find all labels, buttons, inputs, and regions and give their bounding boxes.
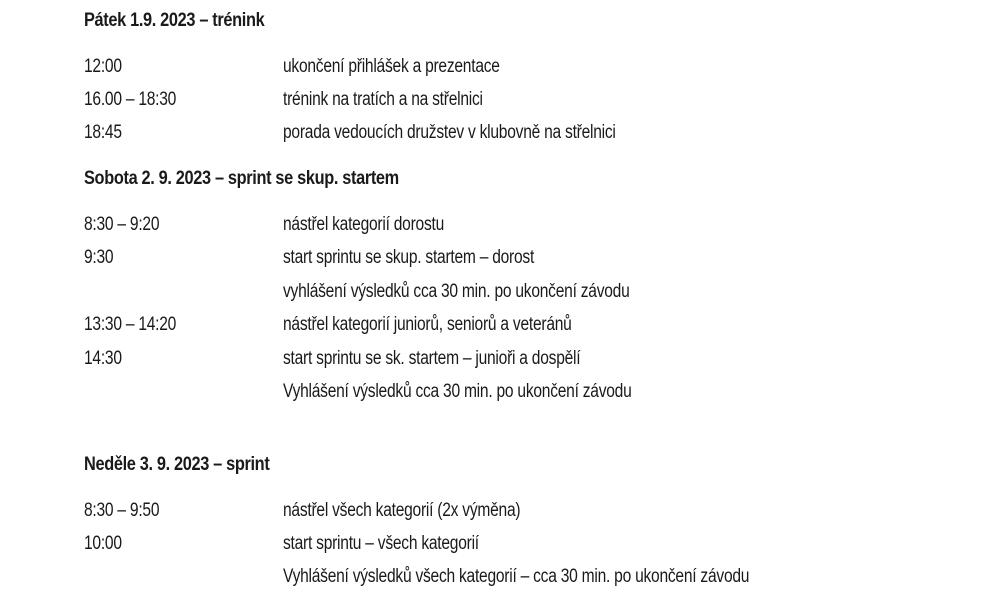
row-description: start sprintu se sk. startem – junioři a dospělí xyxy=(283,348,581,369)
row-description: trénink na tratích a na střelnici xyxy=(283,89,483,110)
row-time: 9:30 xyxy=(84,247,114,268)
row-description: vyhlášení výsledků cca 30 min. po ukončení závodu xyxy=(283,281,630,302)
row-description: Vyhlášení výsledků všech kategorií – cca 30 min. po ukončení závodu xyxy=(283,566,750,587)
row-description: start sprintu se skup. startem – dorost xyxy=(283,247,535,268)
row-description: nástřel všech kategorií (2x výměna) xyxy=(283,500,521,521)
row-description: nástřel kategorií dorostu xyxy=(283,214,445,235)
row-description: start sprintu – všech kategorií xyxy=(283,533,479,554)
day-heading-saturday: Sobota 2. 9. 2023 – sprint se skup. startem xyxy=(84,168,399,189)
row-time: 8:30 – 9:20 xyxy=(84,214,160,235)
row-description: ukončení přihlášek a prezentace xyxy=(283,56,500,77)
row-time: 16.00 – 18:30 xyxy=(84,89,177,110)
row-time: 8:30 – 9:50 xyxy=(84,500,160,521)
row-description: nástřel kategorií juniorů, seniorů a veteránů xyxy=(283,314,572,335)
row-time: 18:45 xyxy=(84,122,122,143)
row-time: 12:00 xyxy=(84,56,122,77)
day-heading-sunday: Neděle 3. 9. 2023 – sprint xyxy=(84,454,270,475)
row-time: 14:30 xyxy=(84,348,122,369)
row-description: Vyhlášení výsledků cca 30 min. po ukončení závodu xyxy=(283,381,632,402)
row-time: 13:30 – 14:20 xyxy=(84,314,177,335)
row-description: porada vedoucích družstev v klubovně na střelnici xyxy=(283,122,616,143)
row-time: 10:00 xyxy=(84,533,122,554)
day-heading-friday: Pátek 1.9. 2023 – trénink xyxy=(84,10,265,31)
